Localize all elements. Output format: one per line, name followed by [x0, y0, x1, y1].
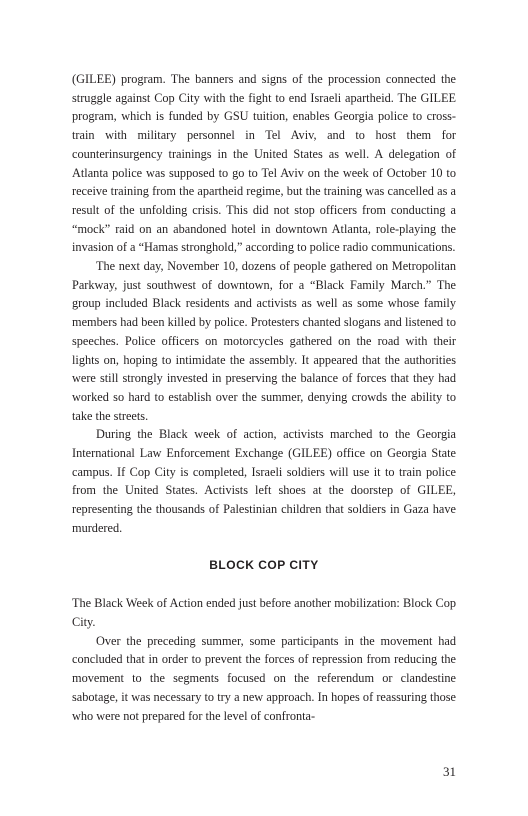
page-body	[72, 70, 456, 725]
page-number: 31	[443, 764, 456, 779]
section-heading: BLOCK COP CITY	[209, 557, 319, 572]
paragraph-black-week-ended: The Black Week of Action ended just before another mobilization: Block Cop City.	[72, 596, 456, 629]
paragraph-gilee-office-march: During the Black week of action, activists marched to the Georgia International Law Enforcement Exchange (GILEE) office on Georgia State campus. If Cop City is completed, Israeli soldiers will use it to train police from the United States. Activists left shoes at the doorstep of GILEE, representing the thousands of Palestinian children that soldiers in Gaza have murdered.	[72, 427, 456, 535]
paragraph-black-family-march: The next day, November 10, dozens of people gathered on Metropolitan Parkway, just southwest of downtown, for a “Black Family March.” The group included Black residents and activists as well as some whose family members had been killed by police. Protesters chanted slogans and listened to speeches. Police officers on motorcycles gathered on the road with their lights on, hoping to intimidate the assembly. It appeared that the authorities were still strongly invested in preserving the balance of forces that they had worked so hard to establish over the summer, denying crowds the ability to take the streets.	[72, 259, 456, 423]
paragraph-gilee-program: (GILEE) program. The banners and signs of the procession connected the struggle against Cop City with the fight to end Israeli apartheid. The GILEE program, which is funded by GSU tuition, enables Georgia police to cross-train with military personnel in Tel Aviv, and to host them for counterinsurgency trainings in the United States as well. A delegation of Atlanta police was supposed to go to Tel Aviv on the week of October 10 to receive training from the apartheid regime, but the training was cancelled as a result of the unfolding crisis. This did not stop officers from conducting a “mock” raid on an abandoned hotel in downtown Atlanta, role-playing the invasion of a “Hamas stronghold,” according to police radio communications.	[72, 72, 456, 255]
paragraph-new-approach: Over the preceding summer, some participants in the movement had concluded that in order to prevent the forces of repression from reducing the movement to the segments focused on the referendum or clandestine sabotage, it was necessary to try a new approach. In hopes of reassuring those who were not prepared for the level of confronta-	[72, 633, 456, 723]
